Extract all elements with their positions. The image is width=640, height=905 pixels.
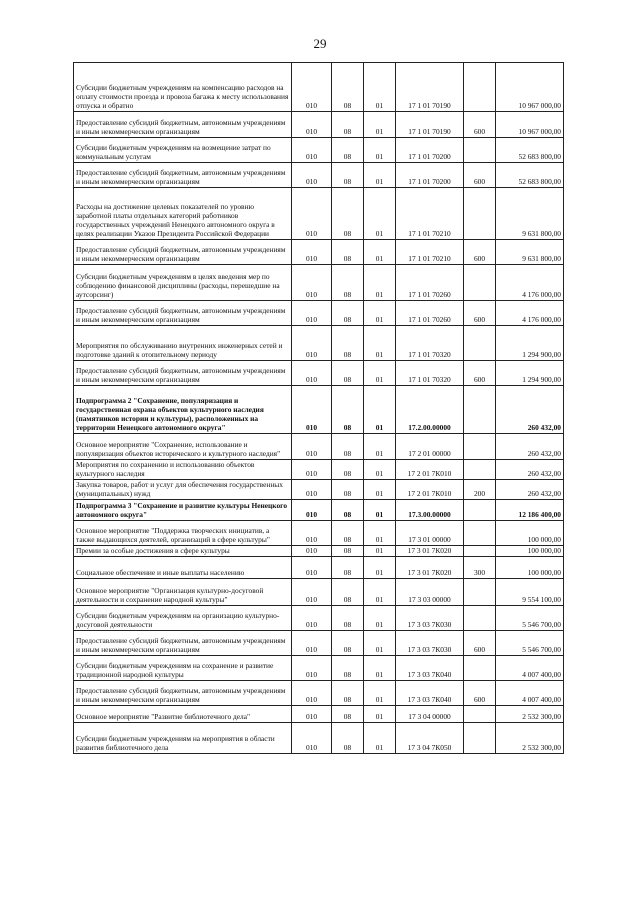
- row-ministry-cell: 010: [292, 557, 332, 579]
- row-amount-cell: 5 546 700,00: [496, 606, 564, 631]
- row-expense-type-cell: [464, 500, 496, 521]
- row-section-cell: 08: [332, 63, 364, 112]
- row-target-article-cell: 17 3 01 7К020: [396, 557, 464, 579]
- row-ministry-cell: 010: [292, 656, 332, 681]
- row-ministry-cell: 010: [292, 521, 332, 546]
- row-subsection-cell: 01: [364, 240, 396, 265]
- row-expense-type-cell: [464, 63, 496, 112]
- row-amount-cell: 260 432,00: [496, 460, 564, 480]
- row-expense-type-cell: [464, 656, 496, 681]
- row-name-cell: Субсидии бюджетным учреждениям на компенсацию расходов на оплату стоимости проезда и провоза багажа к месту использования отпуска и обратно: [74, 63, 292, 112]
- row-section-cell: 08: [332, 112, 364, 138]
- row-subsection-cell: 01: [364, 579, 396, 606]
- row-name-cell: Субсидии бюджетным учреждениям на возмещение затрат по коммунальным услугам: [74, 138, 292, 163]
- row-section-cell: 08: [332, 434, 364, 460]
- row-name-cell: Субсидии бюджетным учреждениям в целях введения мер по соблюдению финансовой дисциплины (расходы, перешедшие на аутсорсинг): [74, 265, 292, 301]
- row-section-cell: 08: [332, 579, 364, 606]
- row-ministry-cell: 010: [292, 138, 332, 163]
- row-name-cell: Подпрограмма 2 "Сохранение, популяризация и государственная охрана объектов культурного наследия (памятников истории и культуры), расположенных на территории Ненецкого автономного округа": [74, 386, 292, 434]
- table-row: [74, 606, 564, 631]
- row-subsection-cell: 01: [364, 681, 396, 706]
- row-section-cell: 08: [332, 631, 364, 656]
- row-section-cell: 08: [332, 188, 364, 240]
- row-expense-type-cell: 600: [464, 361, 496, 386]
- row-amount-cell: 52 683 800,00: [496, 163, 564, 188]
- row-ministry-cell: 010: [292, 606, 332, 631]
- row-name-cell: Предоставление субсидий бюджетным, автономным учреждениям и иным некоммерческим организациям: [74, 163, 292, 188]
- table-row: [74, 631, 564, 656]
- row-section-cell: 08: [332, 460, 364, 480]
- row-target-article-cell: 17 1 01 70200: [396, 163, 464, 188]
- row-ministry-cell: 010: [292, 163, 332, 188]
- table-row: [74, 265, 564, 301]
- row-expense-type-cell: [464, 326, 496, 361]
- row-subsection-cell: 01: [364, 460, 396, 480]
- table-row: [74, 163, 564, 188]
- row-ministry-cell: 010: [292, 631, 332, 656]
- row-amount-cell: 10 967 000,00: [496, 112, 564, 138]
- row-ministry-cell: 010: [292, 706, 332, 723]
- row-subsection-cell: 01: [364, 112, 396, 138]
- table-row: [74, 188, 564, 240]
- row-subsection-cell: 01: [364, 188, 396, 240]
- page-number: 29: [313, 36, 327, 51]
- row-expense-type-cell: [464, 188, 496, 240]
- row-name-cell: Подпрограмма 3 "Сохранение и развитие культуры Ненецкого автономного округа": [74, 500, 292, 521]
- row-amount-cell: 4 007 400,00: [496, 681, 564, 706]
- table-row: [74, 326, 564, 361]
- table-row: [74, 434, 564, 460]
- row-target-article-cell: 17.2.00.00000: [396, 386, 464, 434]
- row-amount-cell: 4 176 000,00: [496, 301, 564, 326]
- table-row: [74, 500, 564, 521]
- table-row: [74, 723, 564, 754]
- table-row: [74, 460, 564, 480]
- row-subsection-cell: 01: [364, 723, 396, 754]
- row-section-cell: 08: [332, 163, 364, 188]
- row-ministry-cell: 010: [292, 480, 332, 500]
- row-subsection-cell: 01: [364, 301, 396, 326]
- row-amount-cell: 260 432,00: [496, 480, 564, 500]
- row-subsection-cell: 01: [364, 706, 396, 723]
- row-ministry-cell: 010: [292, 188, 332, 240]
- table-row: [74, 112, 564, 138]
- row-name-cell: Предоставление субсидий бюджетным, автономным учреждениям и иным некоммерческим организациям: [74, 361, 292, 386]
- table-row: [74, 361, 564, 386]
- row-ministry-cell: 010: [292, 386, 332, 434]
- row-target-article-cell: 17 1 01 70320: [396, 361, 464, 386]
- row-name-cell: Субсидии бюджетным учреждениям на сохранение и развитие традиционной народной культуры: [74, 656, 292, 681]
- row-amount-cell: 100 000,00: [496, 546, 564, 557]
- table-row: [74, 386, 564, 434]
- table-row: [74, 138, 564, 163]
- row-section-cell: 08: [332, 240, 364, 265]
- row-target-article-cell: 17.3.00.00000: [396, 500, 464, 521]
- row-section-cell: 08: [332, 386, 364, 434]
- row-target-article-cell: 17 2 01 7К010: [396, 460, 464, 480]
- row-amount-cell: 52 683 800,00: [496, 138, 564, 163]
- row-target-article-cell: 17 3 04 7К050: [396, 723, 464, 754]
- row-amount-cell: 1 294 900,00: [496, 326, 564, 361]
- row-subsection-cell: 01: [364, 500, 396, 521]
- row-target-article-cell: 17 2 01 00000: [396, 434, 464, 460]
- row-ministry-cell: 010: [292, 361, 332, 386]
- row-expense-type-cell: 600: [464, 301, 496, 326]
- row-target-article-cell: 17 3 01 7К020: [396, 546, 464, 557]
- row-name-cell: Предоставление субсидий бюджетным, автономным учреждениям и иным некоммерческим организациям: [74, 681, 292, 706]
- row-target-article-cell: 17 2 01 7К010: [396, 480, 464, 500]
- row-subsection-cell: 01: [364, 265, 396, 301]
- row-section-cell: 08: [332, 681, 364, 706]
- table-row: [74, 557, 564, 579]
- row-amount-cell: 100 000,00: [496, 557, 564, 579]
- row-subsection-cell: 01: [364, 480, 396, 500]
- row-amount-cell: 10 967 000,00: [496, 63, 564, 112]
- row-expense-type-cell: 600: [464, 240, 496, 265]
- row-section-cell: 08: [332, 361, 364, 386]
- row-name-cell: Предоставление субсидий бюджетным, автономным учреждениям и иным некоммерческим организациям: [74, 112, 292, 138]
- row-name-cell: Основное мероприятие "Развитие библиотечного дела": [74, 706, 292, 723]
- row-subsection-cell: 01: [364, 606, 396, 631]
- table-row: [74, 546, 564, 557]
- row-expense-type-cell: 600: [464, 163, 496, 188]
- row-subsection-cell: 01: [364, 361, 396, 386]
- row-name-cell: Закупка товаров, работ и услуг для обеспечения государственных (муниципальных) нужд: [74, 480, 292, 500]
- row-subsection-cell: 01: [364, 631, 396, 656]
- row-target-article-cell: 17 1 01 70190: [396, 63, 464, 112]
- row-subsection-cell: 01: [364, 386, 396, 434]
- row-ministry-cell: 010: [292, 326, 332, 361]
- row-name-cell: Субсидии бюджетным учреждениям на мероприятия в области развития библиотечного дела: [74, 723, 292, 754]
- row-section-cell: 08: [332, 723, 364, 754]
- row-expense-type-cell: 600: [464, 631, 496, 656]
- row-name-cell: Основное мероприятие "Поддержка творческих инициатив, а также выдающихся деятелей, организаций в сфере культуры": [74, 521, 292, 546]
- row-target-article-cell: 17 3 01 00000: [396, 521, 464, 546]
- row-expense-type-cell: 300: [464, 557, 496, 579]
- row-expense-type-cell: 200: [464, 480, 496, 500]
- table-row: [74, 681, 564, 706]
- table-body: [74, 63, 564, 754]
- row-section-cell: 08: [332, 606, 364, 631]
- row-target-article-cell: 17 1 01 70210: [396, 188, 464, 240]
- row-section-cell: 08: [332, 656, 364, 681]
- row-ministry-cell: 010: [292, 500, 332, 521]
- row-name-cell: Мероприятия по сохранению и использованию объектов культурного наследия: [74, 460, 292, 480]
- table-row: [74, 656, 564, 681]
- row-expense-type-cell: [464, 521, 496, 546]
- row-amount-cell: 4 176 000,00: [496, 265, 564, 301]
- row-section-cell: 08: [332, 500, 364, 521]
- row-target-article-cell: 17 1 01 70260: [396, 301, 464, 326]
- row-target-article-cell: 17 1 01 70190: [396, 112, 464, 138]
- row-section-cell: 08: [332, 557, 364, 579]
- row-expense-type-cell: [464, 386, 496, 434]
- row-amount-cell: 260 432,00: [496, 434, 564, 460]
- row-amount-cell: 9 554 100,00: [496, 579, 564, 606]
- row-name-cell: Расходы на достижение целевых показателей по уровню заработной платы отдельных категорий работников государственных учреждений Ненецкого автономного округа в целях реализации Указов Президента Российской Федерации: [74, 188, 292, 240]
- row-subsection-cell: 01: [364, 656, 396, 681]
- row-subsection-cell: 01: [364, 326, 396, 361]
- row-ministry-cell: 010: [292, 723, 332, 754]
- row-expense-type-cell: [464, 706, 496, 723]
- row-name-cell: Предоставление субсидий бюджетным, автономным учреждениям и иным некоммерческим организациям: [74, 631, 292, 656]
- row-name-cell: Мероприятия по обслуживанию внутренних инженерных сетей и подготовке зданий к отопительному периоду: [74, 326, 292, 361]
- row-amount-cell: 4 007 400,00: [496, 656, 564, 681]
- row-expense-type-cell: 600: [464, 112, 496, 138]
- row-section-cell: 08: [332, 265, 364, 301]
- row-expense-type-cell: [464, 460, 496, 480]
- row-amount-cell: 2 532 300,00: [496, 706, 564, 723]
- row-section-cell: 08: [332, 706, 364, 723]
- row-ministry-cell: 010: [292, 460, 332, 480]
- row-expense-type-cell: [464, 723, 496, 754]
- table-row: [74, 521, 564, 546]
- row-name-cell: Социальное обеспечение и иные выплаты населению: [74, 557, 292, 579]
- row-target-article-cell: 17 1 01 70260: [396, 265, 464, 301]
- row-expense-type-cell: 600: [464, 681, 496, 706]
- row-ministry-cell: 010: [292, 546, 332, 557]
- row-name-cell: Премии за особые достижения в сфере культуры: [74, 546, 292, 557]
- row-amount-cell: 12 186 400,00: [496, 500, 564, 521]
- table-row: [74, 480, 564, 500]
- table-row: [74, 63, 564, 112]
- row-ministry-cell: 010: [292, 240, 332, 265]
- row-name-cell: Предоставление субсидий бюджетным, автономным учреждениям и иным некоммерческим организациям: [74, 301, 292, 326]
- row-section-cell: 08: [332, 521, 364, 546]
- row-amount-cell: 5 546 700,00: [496, 631, 564, 656]
- row-target-article-cell: 17 1 01 70320: [396, 326, 464, 361]
- row-ministry-cell: 010: [292, 681, 332, 706]
- row-section-cell: 08: [332, 326, 364, 361]
- row-name-cell: Предоставление субсидий бюджетным, автономным учреждениям и иным некоммерческим организациям: [74, 240, 292, 265]
- row-section-cell: 08: [332, 301, 364, 326]
- budget-table: [73, 62, 564, 754]
- row-expense-type-cell: [464, 434, 496, 460]
- row-subsection-cell: 01: [364, 546, 396, 557]
- row-section-cell: 08: [332, 138, 364, 163]
- row-target-article-cell: 17 3 03 7К040: [396, 656, 464, 681]
- row-amount-cell: 9 631 800,00: [496, 188, 564, 240]
- row-expense-type-cell: [464, 579, 496, 606]
- row-amount-cell: 1 294 900,00: [496, 361, 564, 386]
- row-name-cell: Основное мероприятие "Сохранение, использование и популяризация объектов исторического и культурного наследия": [74, 434, 292, 460]
- row-ministry-cell: 010: [292, 301, 332, 326]
- row-expense-type-cell: [464, 546, 496, 557]
- row-target-article-cell: 17 3 03 7К030: [396, 631, 464, 656]
- table-row: [74, 301, 564, 326]
- row-subsection-cell: 01: [364, 434, 396, 460]
- row-amount-cell: 2 532 300,00: [496, 723, 564, 754]
- row-expense-type-cell: [464, 138, 496, 163]
- row-ministry-cell: 010: [292, 265, 332, 301]
- row-ministry-cell: 010: [292, 434, 332, 460]
- table-row: [74, 579, 564, 606]
- row-target-article-cell: 17 1 01 70210: [396, 240, 464, 265]
- row-subsection-cell: 01: [364, 138, 396, 163]
- row-subsection-cell: 01: [364, 521, 396, 546]
- table-row: [74, 706, 564, 723]
- row-amount-cell: 9 631 800,00: [496, 240, 564, 265]
- row-ministry-cell: 010: [292, 63, 332, 112]
- row-subsection-cell: 01: [364, 163, 396, 188]
- row-target-article-cell: 17 1 01 70200: [396, 138, 464, 163]
- table-row: [74, 240, 564, 265]
- row-subsection-cell: 01: [364, 63, 396, 112]
- row-section-cell: 08: [332, 480, 364, 500]
- row-ministry-cell: 010: [292, 112, 332, 138]
- row-expense-type-cell: [464, 606, 496, 631]
- row-amount-cell: 260 432,00: [496, 386, 564, 434]
- row-target-article-cell: 17 3 03 00000: [396, 579, 464, 606]
- row-target-article-cell: 17 3 04 00000: [396, 706, 464, 723]
- row-ministry-cell: 010: [292, 579, 332, 606]
- row-target-article-cell: 17 3 03 7К030: [396, 606, 464, 631]
- row-amount-cell: 100 000,00: [496, 521, 564, 546]
- row-section-cell: 08: [332, 546, 364, 557]
- row-subsection-cell: 01: [364, 557, 396, 579]
- row-target-article-cell: 17 3 03 7К040: [396, 681, 464, 706]
- row-expense-type-cell: [464, 265, 496, 301]
- row-name-cell: Субсидии бюджетным учреждениям на организацию культурно-досуговой деятельности: [74, 606, 292, 631]
- row-name-cell: Основное мероприятие "Организация культурно-досуговой деятельности и сохранение народной культуры": [74, 579, 292, 606]
